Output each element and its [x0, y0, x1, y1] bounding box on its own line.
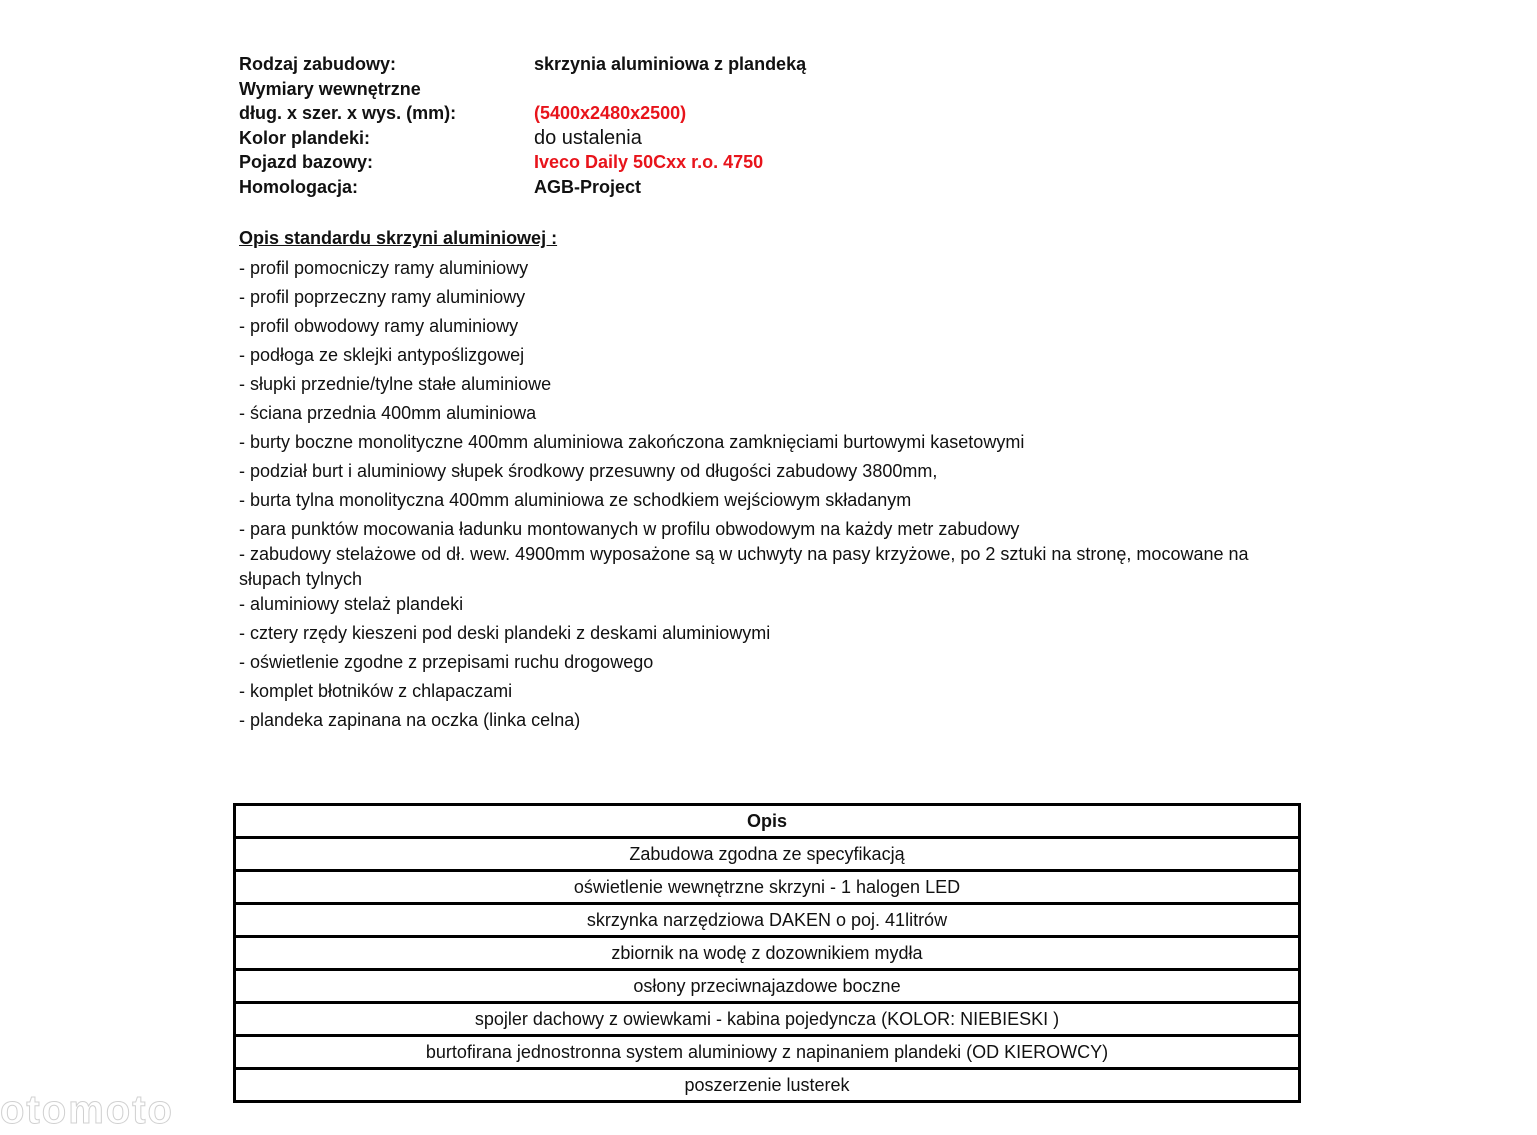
feature-item: - podział burt i aluminiowy słupek środkowy przesuwny od długości zabudowy 3800mm,: [239, 461, 938, 481]
table-row: [235, 871, 1300, 904]
feature-item: - profil pomocniczy ramy aluminiowy: [239, 258, 529, 278]
watermark-logo: otomoto: [0, 1088, 174, 1132]
spec-label: Rodzaj zabudowy:: [239, 54, 396, 74]
spec-row-dimensions-title: [239, 77, 1279, 102]
table-row: [235, 838, 1300, 871]
feature-item: - komplet błotników z chlapaczami: [239, 681, 513, 701]
table-row: [235, 1069, 1300, 1102]
table-cell: skrzynka narzędziowa DAKEN o poj. 41litrów: [235, 904, 1300, 937]
spec-label: Pojazd bazowy:: [239, 152, 374, 173]
feature-item: - oświetlenie zgodne z przepisami ruchu drogowego: [239, 652, 654, 672]
spec-label: dług. x szer. x wys. (mm):: [239, 103, 457, 124]
spec-label: Homologacja:: [239, 176, 359, 197]
specs-block: [239, 52, 1279, 200]
table-row: [235, 970, 1300, 1003]
table-cell: oświetlenie wewnętrzne skrzyni - 1 halogen LED: [235, 871, 1300, 904]
spec-row-base-vehicle: [239, 150, 1279, 175]
feature-item: - ściana przednia 400mm aluminiowa: [239, 403, 537, 423]
spec-value: do ustalenia: [534, 126, 642, 149]
spec-value: skrzynia aluminiowa z plandeką: [534, 54, 807, 74]
spec-row-body-type: [239, 52, 1279, 77]
table-cell: spojler dachowy z owiewkami - kabina pojedyncza (KOLOR: NIEBIESKI ): [235, 1003, 1300, 1036]
table-cell: burtofirana jednostronna system aluminiowy z napinaniem plandeki (OD KIEROWCY): [235, 1036, 1300, 1069]
section-heading: Opis standardu skrzyni aluminiowej :: [239, 228, 558, 248]
table-header-row: [235, 805, 1300, 838]
feature-item: - burta tylna monolityczna 400mm aluminiowa ze schodkiem wejściowym składanym: [239, 490, 912, 510]
table-row: [235, 1003, 1300, 1036]
table-row: [235, 937, 1300, 970]
spec-row-tarp-color: [239, 126, 1279, 151]
feature-item: - plandeka zapinana na oczka (linka celna): [239, 710, 581, 730]
spec-value: (5400x2480x2500): [534, 103, 687, 124]
spec-value: Iveco Daily 50Cxx r.o. 4750: [534, 152, 764, 173]
table-cell: osłony przeciwnajazdowe boczne: [235, 970, 1300, 1003]
feature-list: [239, 256, 1299, 737]
feature-item: - aluminiowy stelaż plandeki: [239, 594, 464, 614]
equipment-table: [233, 803, 1301, 1103]
table-header: Opis: [235, 805, 1300, 838]
spec-label: Wymiary wewnętrzne: [239, 78, 421, 99]
feature-item: - profil obwodowy ramy aluminiowy: [239, 316, 519, 336]
feature-item: - zabudowy stelażowe od dł. wew. 4900mm wyposażone są w uchwyty na pasy krzyżowe, po 2 sztuki na stronę, mocowane na słupach tylnych: [239, 544, 1249, 589]
table-row: [235, 1036, 1300, 1069]
spec-row-homologation: [239, 175, 1279, 200]
feature-item: - cztery rzędy kieszeni pod deski plandeki z deskami aluminiowymi: [239, 623, 771, 643]
feature-item: - profil poprzeczny ramy aluminiowy: [239, 287, 526, 307]
spec-label: Kolor plandeki:: [239, 127, 371, 148]
table-cell: Zabudowa zgodna ze specyfikacją: [235, 838, 1300, 871]
spec-row-dimensions: [239, 101, 1279, 126]
table-row: [235, 904, 1300, 937]
feature-item: - para punktów mocowania ładunku montowanych w profilu obwodowym na każdy metr zabudowy: [239, 519, 1020, 539]
spec-value: AGB-Project: [534, 176, 642, 197]
table-cell: zbiornik na wodę z dozownikiem mydła: [235, 937, 1300, 970]
feature-item: - słupki przednie/tylne stałe aluminiowe: [239, 374, 552, 394]
feature-item: - podłoga ze sklejki antypoślizgowej: [239, 345, 525, 365]
feature-item: - burty boczne monolityczne 400mm aluminiowa zakończona zamknięciami burtowymi kasetowymi: [239, 432, 1025, 452]
table-cell: poszerzenie lusterek: [235, 1069, 1300, 1102]
